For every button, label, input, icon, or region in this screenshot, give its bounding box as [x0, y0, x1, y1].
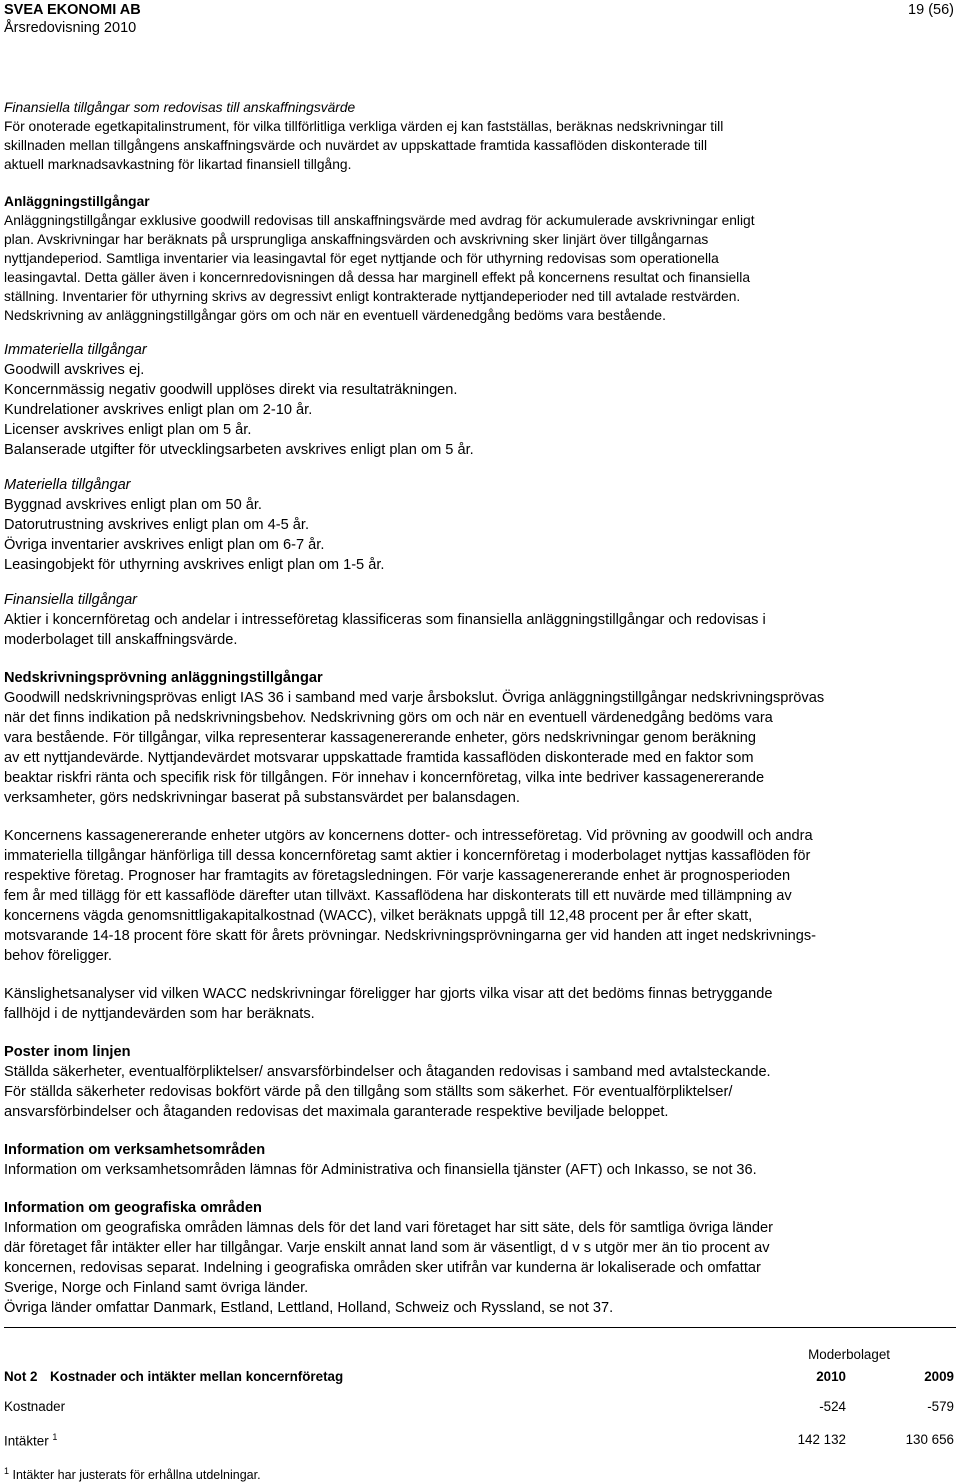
separator-line	[4, 1327, 956, 1328]
text-line: Kundrelationer avskrives enligt plan om 2-10 år.	[4, 402, 313, 418]
section-heading: Information om verksamhetsområden	[4, 1142, 266, 1158]
section-financial-assets-cost	[4, 98, 956, 174]
section-financial-assets	[4, 590, 956, 650]
text-line: ansvarsförbindelser och åtaganden redovisas det maximala garanterade respektive beviljade beloppet.	[4, 1104, 669, 1120]
text-line: moderbolaget till anskaffningsvärde.	[4, 632, 238, 648]
text-line: Aktier i koncernföretag och andelar i intresseföretag klassificeras som finansiella anläggningstillgångar och redovisas i	[4, 612, 766, 628]
value-2009: -579	[927, 1399, 954, 1414]
text-line: Anläggningstillgångar exklusive goodwill redovisas till anskaffningsvärde med avdrag för ackumulerade avskrivningar enligt	[4, 213, 755, 228]
parent-company-label: Moderbolaget	[808, 1347, 890, 1362]
section-cash-generating-units	[4, 826, 956, 966]
text-line: verksamheter, görs nedskrivningar baserat på substansvärdet per balansdagen.	[4, 790, 520, 806]
section-heading: Information om geografiska områden	[4, 1200, 262, 1216]
table-row	[4, 1432, 956, 1452]
footnote-marker: 1	[52, 1432, 58, 1442]
value-2010: -524	[819, 1399, 846, 1414]
row-label: Kostnader	[4, 1399, 66, 1414]
text-line: Koncernmässig negativ goodwill upplöses direkt via resultaträkningen.	[4, 382, 458, 398]
value-2010: 142 132	[797, 1432, 846, 1447]
footnote-text: Intäkter har justerats för erhållna utdelningar.	[12, 1468, 261, 1483]
section-fixed-assets	[4, 192, 956, 325]
text-line: Koncernens kassagenererande enheter utgörs av koncernens dotter- och intresseföretag. Vid prövning av goodwill och andra	[4, 828, 813, 844]
section-heading: Poster inom linjen	[4, 1044, 131, 1060]
row-label: Intäkter	[4, 1433, 49, 1449]
section-heading: Anläggningstillgångar	[4, 194, 150, 209]
year-2010: 2010	[816, 1369, 846, 1384]
text-line: För ställda säkerheter redovisas bokfört värde på den tillgång som ställts som säkerhet. För eventualförpliktelser/	[4, 1084, 733, 1100]
section-business-areas	[4, 1140, 956, 1180]
section-heading: Nedskrivningsprövning anläggningstillgångar	[4, 670, 323, 686]
section-tangible-assets	[4, 475, 956, 575]
text-line: Sverige, Norge och Finland samt övriga länder.	[4, 1280, 309, 1296]
text-line: koncernens vägda genomsnittligakapitalkostnad (WACC), vilket beräknats uppgå till 12,48 procent per år efter skatt,	[4, 908, 753, 924]
text-line: Känslighetsanalyser vid vilken WACC nedskrivningar föreligger har gjorts vilka visar att det bedöms finnas betryggande	[4, 986, 773, 1002]
section-impairment-test	[4, 668, 956, 808]
section-heading: Materiella tillgångar	[4, 477, 131, 493]
section-heading: Finansiella tillgångar	[4, 592, 138, 608]
text-line: behov föreligger.	[4, 948, 112, 964]
page-number: 19 (56)	[908, 2, 954, 18]
page-header	[4, 0, 956, 40]
footnote	[4, 1466, 261, 1482]
note-title: Kostnader och intäkter mellan koncernföretag	[50, 1369, 344, 1384]
section-intangible-assets	[4, 340, 956, 460]
text-line: när det finns indikation på nedskrivningsbehov. Nedskrivning görs om och när en eventuell värdenedgång bedöms vara	[4, 710, 773, 726]
text-line: koncernen, redovisas separat. Indelning i geografiska områden sker utifrån var kunderna är lokaliserade och omfattar	[4, 1260, 761, 1276]
text-line: fallhöjd i de nyttjandevärden som har beräknats.	[4, 1006, 315, 1022]
text-line: vara bestående. För tillgångar, vilka representerar kassagenererande enheter, görs nedskrivningar genom beräkning	[4, 730, 757, 746]
section-geographic-areas	[4, 1198, 956, 1318]
section-heading: Finansiella tillgångar som redovisas till anskaffningsvärde	[4, 100, 356, 115]
text-line: leasingavtal. Detta gäller även i koncernredovisningen då dessa har marginell effekt på koncernens resultat och finansiella	[4, 270, 750, 285]
value-2009: 130 656	[905, 1432, 954, 1447]
text-line: Leasingobjekt för uthyrning avskrives enligt plan om 1-5 år.	[4, 557, 385, 573]
text-line: Balanserade utgifter för utvecklingsarbeten avskrives enligt plan om 5 år.	[4, 442, 474, 458]
text-line: immateriella tillgångar hänförliga till dessa koncernföretag samt aktier i koncernföretag i moderbolaget nyttjas kassaflöden för	[4, 848, 811, 864]
row-label-wrap	[4, 1432, 57, 1448]
text-line: aktuell marknadsavkastning för likartad finansiell tillgång.	[4, 157, 352, 172]
text-line: Övriga länder omfattar Danmark, Estland, Lettland, Holland, Schweiz och Ryssland, se not 37.	[4, 1300, 614, 1316]
text-line: Ställda säkerheter, eventualförpliktelser/ ansvarsförbindelser och åtaganden redovisas i samband med avtalsteckande.	[4, 1064, 771, 1080]
text-line: Information om geografiska områden lämnas dels för det land vari företaget har sitt säte, dels för samtliga övriga länder	[4, 1220, 773, 1236]
text-line: Goodwill avskrives ej.	[4, 362, 145, 378]
text-line: plan. Avskrivningar har beräknats på ursprungliga anskaffningsvärden och avskrivning sker linjärt över tillgångarnas	[4, 232, 709, 247]
document-body	[4, 98, 956, 1336]
text-line: Information om verksamhetsområden lämnas för Administrativa och finansiella tjänster (AFT) och Inkasso, se not 36.	[4, 1162, 757, 1178]
section-off-balance	[4, 1042, 956, 1122]
text-line: där företaget får intäkter eller har tillgångar. Varje enskilt annat land som är väsentligt, d v s utgör mer än tio procent av	[4, 1240, 770, 1256]
note-title-row	[4, 1369, 956, 1389]
report-title: Årsredovisning 2010	[4, 20, 137, 36]
text-line: Nedskrivning av anläggningstillgångar görs om och när en eventuell värdenedgång bedöms vara bestående.	[4, 308, 666, 323]
text-line: fem år med tillägg för ett kassaflöde därefter utan tillväxt. Kassaflödena har diskonterats till ett nuvärde med tillämpning av	[4, 888, 792, 904]
text-line: Goodwill nedskrivningsprövas enligt IAS 36 i samband med varje årsbokslut. Övriga anläggningstillgångar nedskrivningsprövas	[4, 690, 825, 706]
text-line: nyttjandeperiod. Samtliga inventarier via leasingavtal för eget nyttjande och för uthyrning redovisas som operationella	[4, 251, 719, 266]
note-number: Not 2	[4, 1369, 38, 1384]
text-line: Byggnad avskrives enligt plan om 50 år.	[4, 497, 262, 513]
section-heading: Immateriella tillgångar	[4, 342, 147, 358]
company-name: SVEA EKONOMI AB	[4, 2, 141, 18]
text-line: respektive företag. Prognoser har framtagits av företagsledningen. För varje kassagenererande enhet är prognosperioden	[4, 868, 791, 884]
text-line: motsvarande 14-18 procent före skatt för årets prövningar. Nedskrivningsprövningarna ger vid handen att inget nedskrivnings-	[4, 928, 817, 944]
text-line: Övriga inventarier avskrives enligt plan om 6-7 år.	[4, 537, 325, 553]
year-2009: 2009	[924, 1369, 954, 1384]
text-line: ställning. Inventarier för uthyrning skrivs av degressivt enligt kontrakterade nyttjandeperioder ned till avtalade restvärden.	[4, 289, 741, 304]
footnote-number: 1	[4, 1466, 10, 1476]
section-sensitivity	[4, 984, 956, 1024]
text-line: För onoterade egetkapitalinstrument, för vilka tillförlitliga verkliga värden ej kan fastställas, beräknas nedskrivningar till	[4, 119, 724, 134]
text-line: Datorutrustning avskrives enligt plan om 4-5 år.	[4, 517, 309, 533]
text-line: skillnaden mellan tillgångens anskaffningsvärde och nuvärdet av uppskattade framtida kassaflöden diskonterade till	[4, 138, 708, 153]
text-line: Licenser avskrives enligt plan om 5 år.	[4, 422, 252, 438]
text-line: av ett nyttjandevärde. Nyttjandevärdet motsvarar uppskattade framtida kassaflöden diskonterade med en faktor som	[4, 750, 754, 766]
table-row	[4, 1399, 956, 1419]
text-line: beaktar riskfri ränta och specifik risk för tillgången. För innehav i koncernföretag, vilka inte bedriver kassagenererande	[4, 770, 765, 786]
note-column-group-header	[4, 1347, 956, 1367]
